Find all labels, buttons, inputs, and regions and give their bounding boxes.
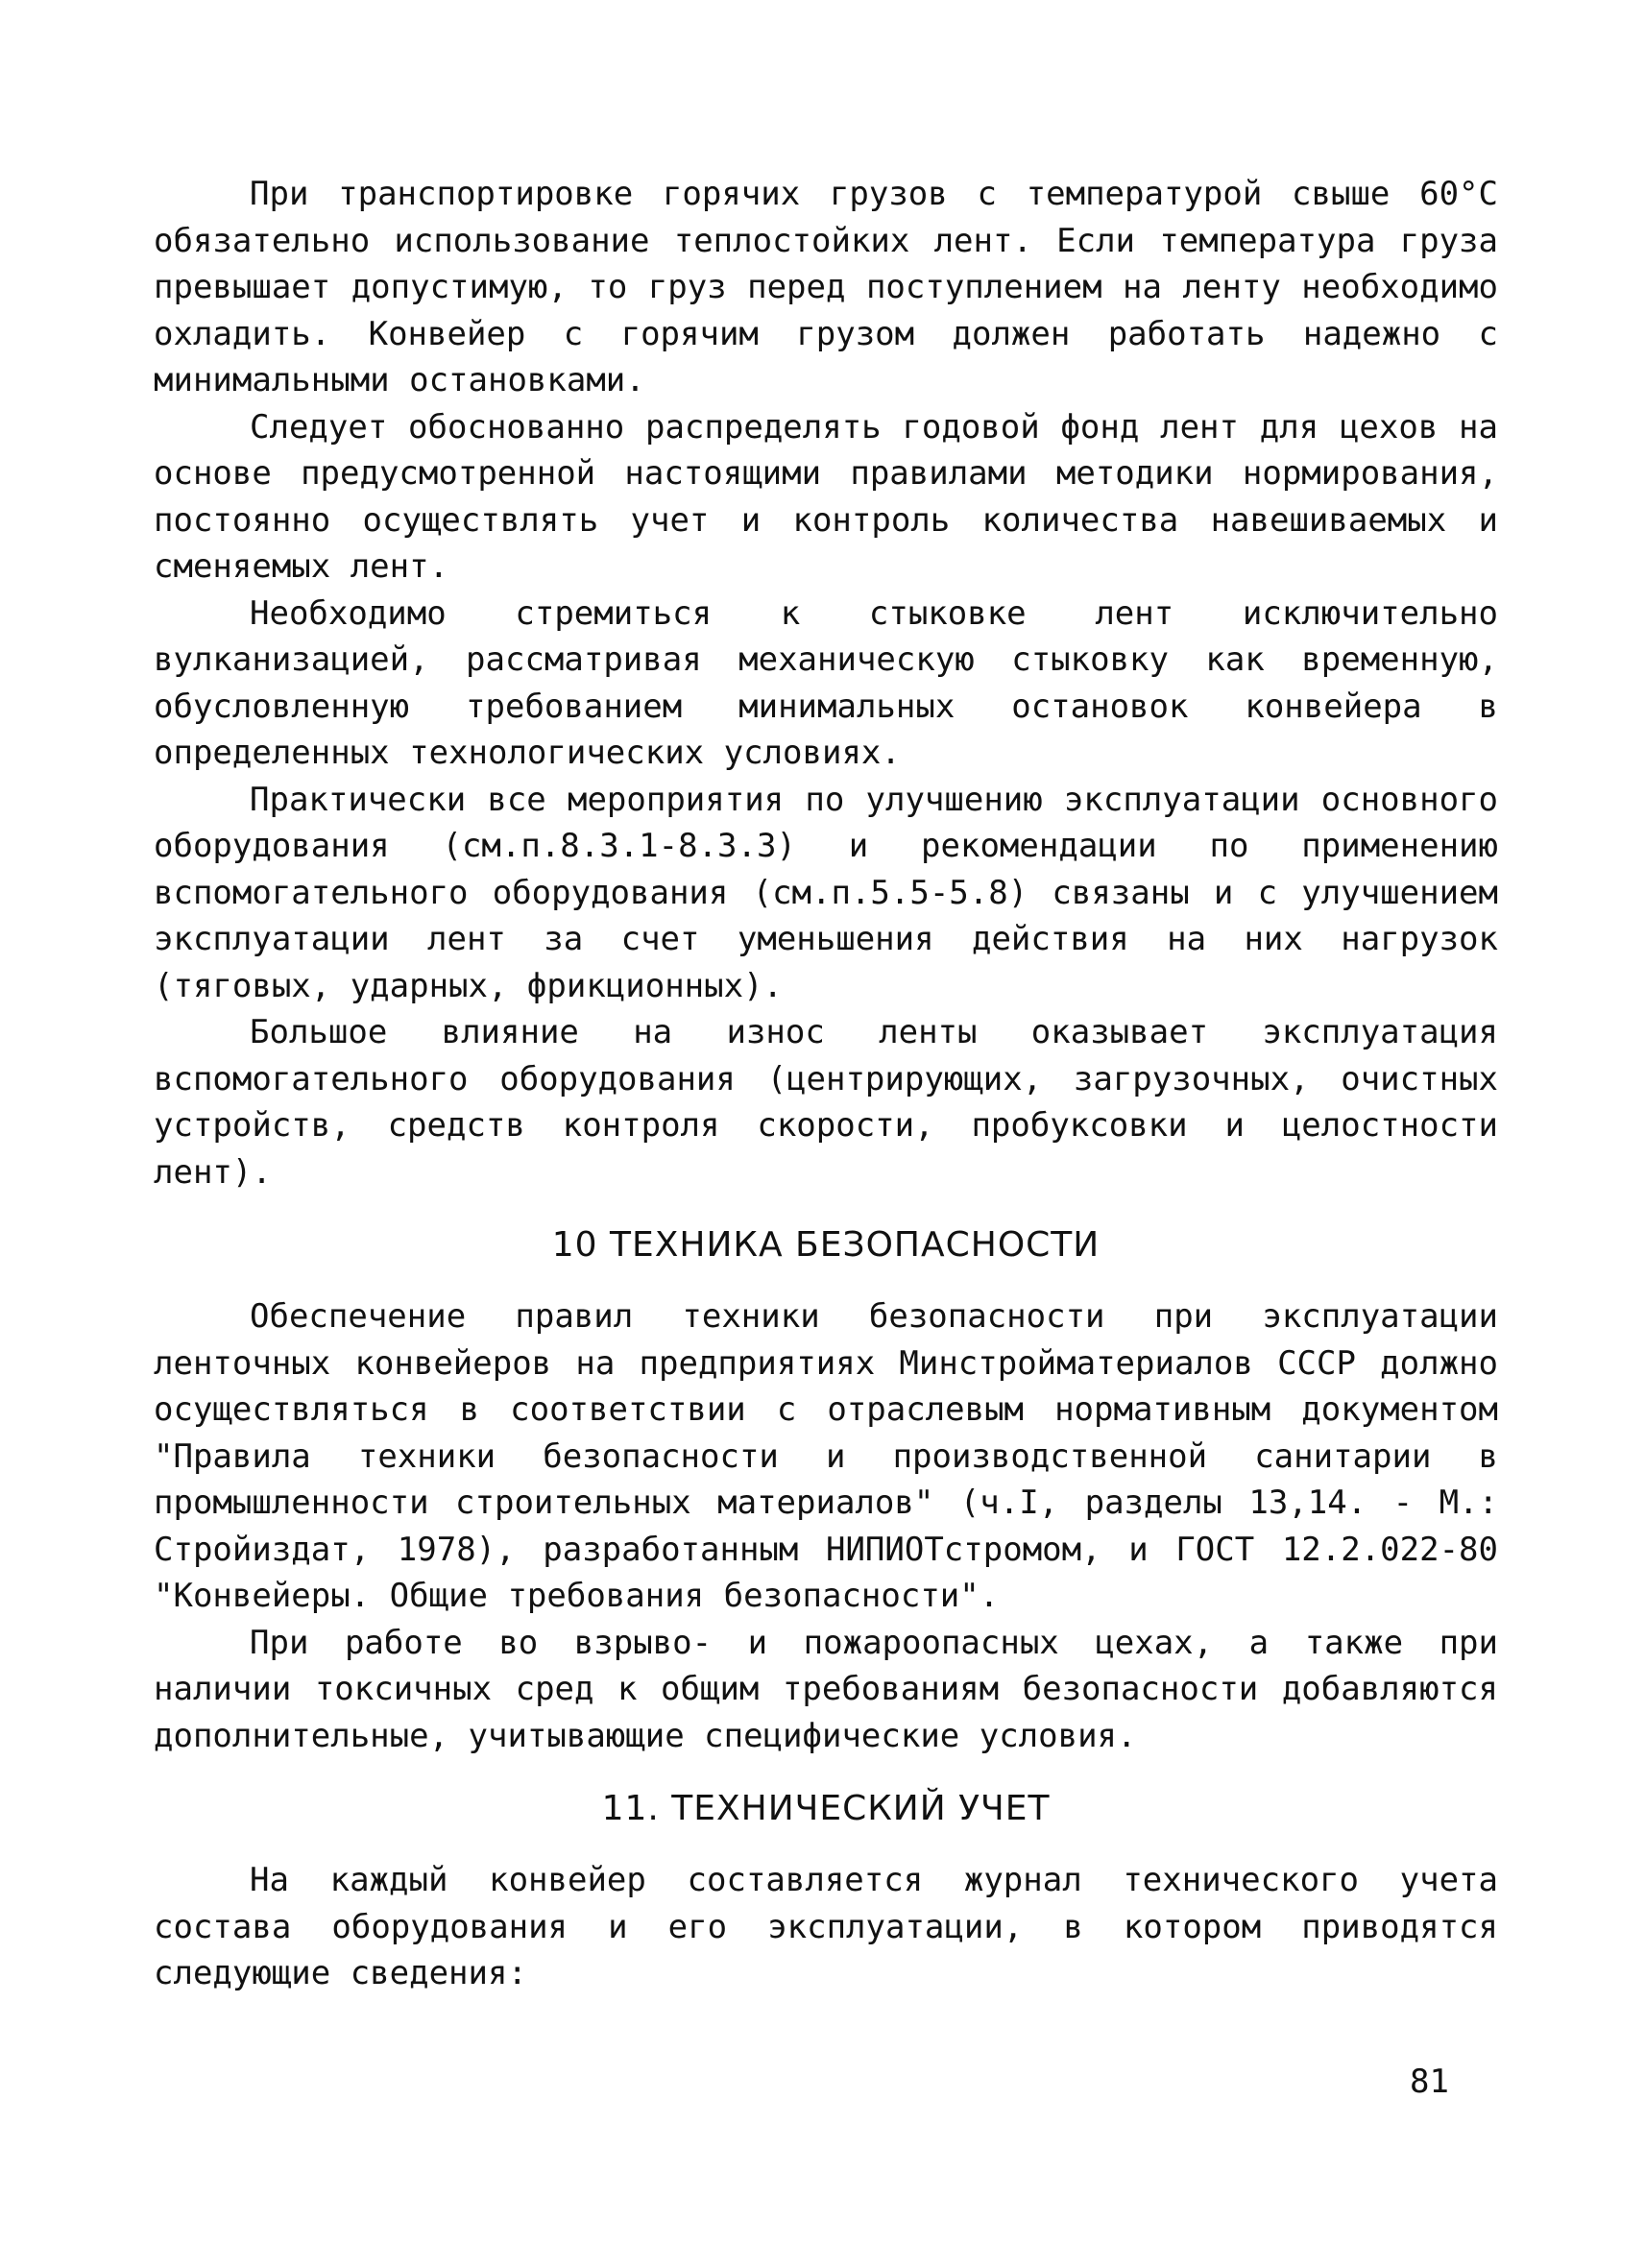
- paragraph-auxiliary-equipment: Большое влияние на износ ленты оказывает эксплуатация вспомогательного оборудования (центрирующих, загрузочных, очистных устройств, средств контроля скорости, пробуксовки и целостности лент).: [154, 1013, 1498, 1192]
- section-10-paragraph-rules: Обеспечение правил техники безопасности при эксплуатации ленточных конвейеров на предприятиях Минстройматериалов СССР должно осуществляться в соответствии с отраслевым нормативным документом "Правила техники безопасности и производственной санитарии в промышленности строительных материалов" (ч.I, разделы 13,14. - М.: Стройиздат, 1978), разработанным НИПИОТстромом, и ГОСТ 12.2.022-80 "Конвейеры. Общие требования безопасности".: [154, 1297, 1498, 1615]
- section-11-heading: 11. ТЕХНИЧЕСКИЙ УЧЕТ: [601, 1789, 1051, 1828]
- section-10-paragraph-hazardous: При работе во взрыво- и пожароопасных цехах, а также при наличии токсичных сред к общим требованиям безопасности добавляются дополнительные, учитывающие специфические условия.: [154, 1623, 1498, 1755]
- paragraph-vulcanization: Необходимо стремиться к стыковке лент исключительно вулканизацией, рассматривая механическую стыковку как временную, обусловленную требованием минимальных остановок конвейера в определенных технологических условиях.: [154, 593, 1498, 772]
- paragraph-hot-cargo: При транспортировке горячих грузов с температурой свыше 60°С обязательно использование теплостойких лент. Если температура груза превышает допустимую, то груз перед поступлением на ленту необходимо охладить. Конвейер с горячим грузом должен работать надежно с минимальными остановками.: [154, 175, 1498, 399]
- page-number: 81: [1410, 2063, 1449, 2101]
- section-11-paragraph-journal: На каждый конвейер составляется журнал технического учета состава оборудования и его эксплуатации, в котором приводятся следующие сведения:: [154, 1861, 1498, 1992]
- paragraph-belt-fund: Следует обоснованно распределять годовой фонд лент для цехов на основе предусмотренной настоящими правилами методики нормирования, постоянно осуществлять учет и контроль количества навешиваемых и сменяемых лент.: [154, 407, 1498, 586]
- section-10-heading: 10 ТЕХНИКА БЕЗОПАСНОСТИ: [551, 1225, 1101, 1265]
- paragraph-measures: Практически все мероприятия по улучшению эксплуатации основного оборудования (см.п.8.3.1-8.3.3) и рекомендации по применению вспомогательного оборудования (см.п.5.5-5.8) связаны и с улучшением эксплуатации лент за счет уменьшения действия на них нагрузок (тяговых, ударных, фрикционных).: [154, 780, 1498, 1005]
- text-body: [154, 171, 1498, 1997]
